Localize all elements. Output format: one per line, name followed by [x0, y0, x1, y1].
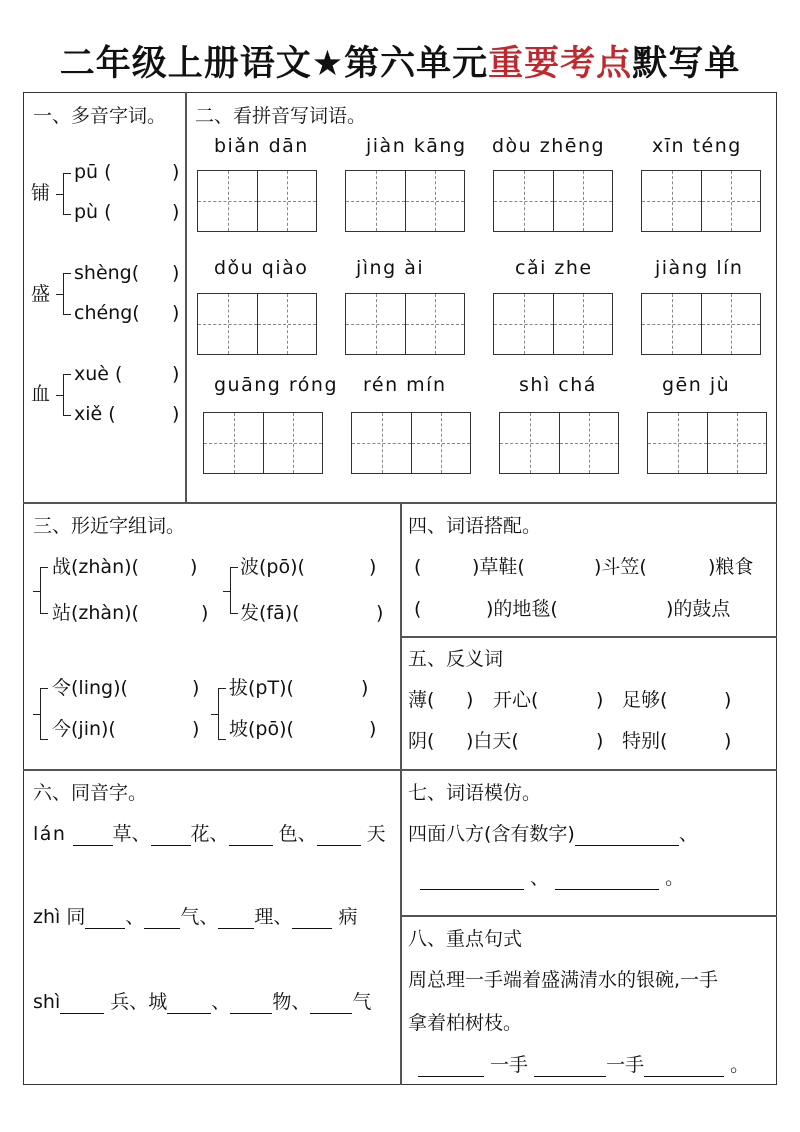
imitation-line-2	[420, 866, 684, 890]
writing-grid[interactable]	[641, 293, 761, 355]
blank[interactable]	[144, 908, 180, 929]
pinyin-b: xiě (	[74, 403, 116, 425]
writing-grid[interactable]	[493, 170, 613, 232]
paren-close: )	[369, 556, 377, 578]
blank[interactable]	[575, 825, 679, 846]
pair-3a: 令(ling)(	[52, 677, 128, 699]
blank[interactable]	[555, 869, 659, 890]
pinyin-word: jiàng lín	[655, 257, 744, 279]
pinyin-b: pù (	[74, 201, 112, 223]
writing-grid[interactable]	[345, 170, 465, 232]
homophone-pinyin: shì	[33, 991, 61, 1013]
homophone-text: 花、	[190, 823, 229, 845]
collocation-part: )草鞋(	[472, 556, 525, 578]
writing-grid[interactable]	[345, 293, 465, 355]
page-title	[0, 40, 800, 88]
pinyin-a: pū (	[74, 161, 112, 183]
imitation-example: 四面八方(含有数字)	[408, 823, 575, 845]
blank[interactable]	[167, 993, 211, 1014]
blank[interactable]	[229, 825, 273, 846]
paren-close: )	[192, 677, 200, 699]
blank[interactable]	[317, 825, 361, 846]
pair-3b: 拔(pT)(	[229, 677, 294, 699]
s1-heading: 一、多音字词。	[33, 105, 167, 127]
homophone-text: 理、	[254, 906, 293, 928]
homophone-pinyin: zhì 同	[33, 906, 86, 928]
homophone-text: 草、	[112, 823, 151, 845]
pair-2a: 站(zhàn)(	[52, 602, 139, 624]
writing-grid[interactable]	[641, 170, 761, 232]
pinyin-b: chéng(	[74, 302, 140, 324]
pair-2b: 发(fā)(	[240, 602, 300, 624]
homophone-pinyin: lán	[33, 823, 67, 845]
polyphone-char: 血	[31, 383, 51, 405]
paren-close: )	[172, 161, 180, 183]
collocation-part: )斗笠(	[594, 556, 647, 578]
brace	[230, 567, 238, 614]
s7-heading: 七、词语模仿。	[408, 782, 542, 804]
blank[interactable]	[420, 869, 524, 890]
paren-close: )	[369, 718, 377, 740]
antonym-part: 足够(	[622, 689, 668, 711]
paren-close: )	[172, 363, 180, 385]
key-sentence-line-1: 周总理一手端着盛满清水的银碗,一手	[408, 969, 719, 991]
antonym-part: )	[596, 730, 604, 752]
pinyin-word: gēn jù	[662, 374, 731, 396]
period: 。	[665, 867, 685, 889]
blank[interactable]	[151, 825, 191, 846]
s4-heading: 四、词语搭配。	[408, 515, 542, 537]
divider-middle-bottom	[23, 769, 777, 771]
blank[interactable]	[310, 993, 352, 1014]
polyphone-char: 铺	[31, 182, 51, 204]
blank[interactable]	[418, 1056, 484, 1077]
brace	[40, 688, 48, 740]
writing-grid[interactable]	[499, 412, 619, 474]
antonym-part: 特别(	[622, 730, 668, 752]
paren-close: )	[172, 302, 180, 324]
pinyin-word: dǒu qiào	[214, 257, 309, 279]
blank[interactable]	[218, 908, 254, 929]
pinyin-word: guāng róng	[214, 374, 339, 396]
pair-4b: 坡(pō)(	[229, 718, 294, 740]
pinyin-word: rén mín	[363, 374, 447, 396]
s5-heading: 五、反义词	[408, 648, 504, 670]
homophone-text: 兵、城	[110, 991, 168, 1013]
homophone-text: 色、	[278, 823, 317, 845]
antonym-part: )	[596, 689, 604, 711]
homophone-text: 、	[211, 991, 231, 1013]
polyphone-char: 盛	[31, 283, 51, 305]
paren-close: )	[190, 556, 198, 578]
homophone-text: 气	[352, 991, 372, 1013]
pattern-word: 一手	[490, 1054, 529, 1076]
homophone-text: 、	[125, 906, 145, 928]
writing-grid[interactable]	[197, 293, 317, 355]
s8-heading: 八、重点句式	[408, 928, 523, 950]
separator: 、	[530, 867, 550, 889]
pattern-word: 一手	[606, 1054, 645, 1076]
brace	[218, 688, 226, 740]
paren-close: )	[192, 718, 200, 740]
pair-4a: 今(jin)(	[52, 718, 116, 740]
paren-close: )	[201, 602, 209, 624]
homophone-row-lan	[33, 822, 386, 846]
collocation-part: (	[414, 598, 422, 620]
paren-close: )	[376, 602, 384, 624]
collocation-part: )的鼓点	[666, 598, 731, 620]
antonym-part: )	[466, 689, 474, 711]
blank[interactable]	[644, 1056, 724, 1077]
writing-grid[interactable]	[351, 412, 471, 474]
pinyin-word: jìng ài	[356, 257, 425, 279]
antonym-part: 阴(	[408, 730, 435, 752]
homophone-text: 病	[338, 906, 358, 928]
homophone-text: 气、	[180, 906, 219, 928]
collocation-part: )粮食	[708, 556, 754, 578]
key-sentence-line-2: 拿着柏树枝。	[408, 1012, 523, 1034]
blank[interactable]	[60, 993, 104, 1014]
separator: 、	[678, 823, 698, 845]
antonym-part: 开心(	[493, 689, 539, 711]
s6-heading: 六、同音字。	[33, 782, 148, 804]
paren-close: )	[361, 677, 369, 699]
pair-1a: 战(zhàn)(	[52, 556, 139, 578]
brace	[40, 567, 48, 614]
pair-1b: 波(pō)(	[240, 556, 305, 578]
pinyin-word: biǎn dān	[214, 135, 309, 157]
s2-heading: 二、看拼音写词语。	[195, 105, 367, 127]
antonym-part: )	[724, 730, 732, 752]
collocation-part: (	[414, 556, 422, 578]
pinyin-word: dòu zhēng	[492, 135, 606, 157]
writing-grid[interactable]	[197, 170, 317, 232]
homophone-row-zhi	[33, 905, 357, 929]
pinyin-word: cǎi zhe	[515, 257, 593, 279]
collocation-part: )的地毯(	[486, 598, 558, 620]
blank[interactable]	[85, 908, 125, 929]
antonym-part: )白天(	[466, 730, 519, 752]
brace	[63, 173, 71, 215]
antonym-part: )	[724, 689, 732, 711]
writing-grid[interactable]	[203, 412, 323, 474]
blank[interactable]	[230, 993, 272, 1014]
period: 。	[730, 1054, 750, 1076]
s3-heading: 三、形近字组词。	[33, 515, 186, 537]
pinyin-word: jiàn kāng	[366, 135, 467, 157]
brace	[63, 374, 71, 416]
divider-s1-s2	[185, 92, 187, 502]
writing-grid[interactable]	[493, 293, 613, 355]
homophone-row-shi	[33, 990, 371, 1014]
paren-close: )	[172, 262, 180, 284]
blank[interactable]	[292, 908, 332, 929]
pinyin-word: shì chá	[519, 374, 597, 396]
antonym-part: 薄(	[408, 689, 435, 711]
homophone-text: 天	[366, 823, 386, 845]
paren-close: )	[172, 403, 180, 425]
blank[interactable]	[73, 825, 113, 846]
pinyin-a: shèng(	[74, 262, 140, 284]
brace	[63, 273, 71, 315]
pattern-line	[418, 1053, 749, 1077]
divider-s4-s5	[400, 636, 777, 638]
paren-close: )	[172, 201, 180, 223]
homophone-text: 物、	[272, 991, 311, 1013]
title-highlight: 重要考点	[488, 44, 633, 84]
pinyin-a: xuè (	[74, 363, 123, 385]
divider-middle-col	[400, 502, 402, 1085]
writing-grid[interactable]	[647, 412, 767, 474]
title-part1: 二年级上册语文★第六单元	[59, 44, 489, 84]
imitation-line-1	[408, 822, 698, 846]
title-part3: 默写单	[632, 44, 741, 84]
blank[interactable]	[534, 1056, 606, 1077]
divider-s7-s8	[400, 915, 777, 917]
pinyin-word: xīn téng	[652, 135, 742, 157]
